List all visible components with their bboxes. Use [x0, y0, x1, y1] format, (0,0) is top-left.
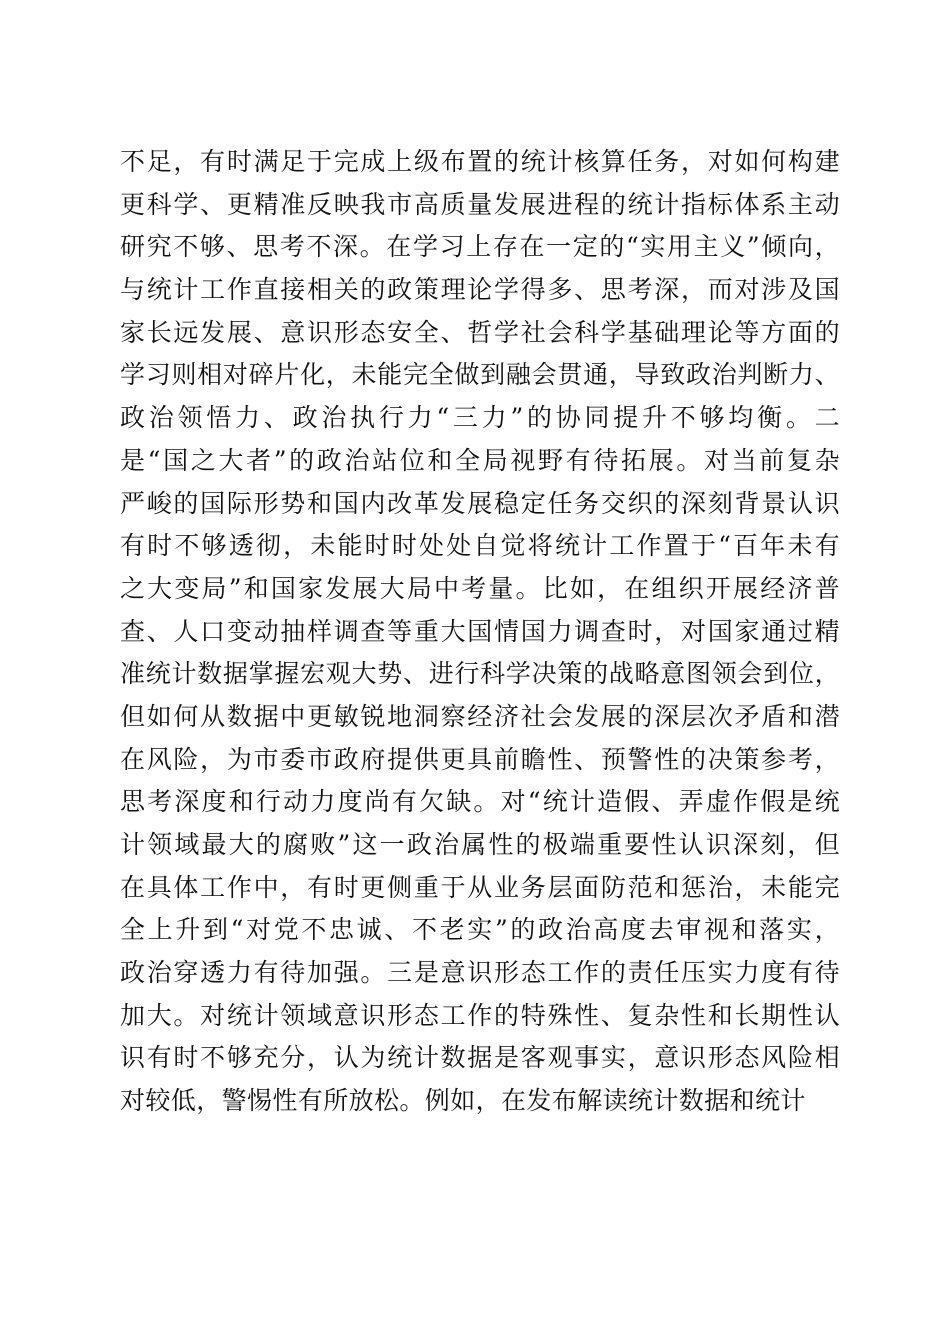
text-line: 之大变局”和国家发展大局中考量。比如，在组织开展经济普	[120, 573, 840, 603]
text-line: 学习则相对碎片化，未能完全做到融会贯通，导致政治判断力、	[120, 360, 840, 390]
text-line: 在风险，为市委市政府提供更具前瞻性、预警性的决策参考，	[120, 744, 840, 774]
text-line: 准统计数据掌握宏观大势、进行科学决策的战略意图领会到位，	[120, 659, 840, 689]
text-line: 在具体工作中，有时更侧重于从业务层面防范和惩治，未能完	[120, 872, 840, 902]
text-line: 识有时不够充分，认为统计数据是客观事实，意识形态风险相	[120, 1043, 840, 1073]
text-line: 政治领悟力、政治执行力“三力”的协同提升不够均衡。二	[120, 403, 840, 433]
text-line: 思考深度和行动力度尚有欠缺。对“统计造假、弄虚作假是统	[120, 787, 840, 817]
text-line: 不足，有时满足于完成上级布置的统计核算任务，对如何构建	[120, 147, 840, 176]
text-line: 更科学、更精准反映我市高质量发展进程的统计指标体系主动	[120, 189, 840, 219]
text-line: 家长远发展、意识形态安全、哲学社会科学基础理论等方面的	[120, 317, 840, 347]
text-line: 对较低，警惕性有所放松。例如，在发布解读统计数据和统计	[120, 1086, 806, 1116]
text-line: 政治穿透力有待加强。三是意识形态工作的责任压实力度有待	[120, 958, 840, 988]
text-line: 但如何从数据中更敏锐地洞察经济社会发展的深层次矛盾和潜	[120, 701, 840, 731]
text-line: 与统计工作直接相关的政策理论学得多、思考深，而对涉及国	[120, 275, 840, 305]
text-line: 全上升到“对党不忠诚、不老实”的政治高度去审视和落实，	[120, 915, 840, 945]
text-line: 是“国之大者”的政治站位和全局视野有待拓展。对当前复杂	[120, 445, 840, 475]
text-line: 研究不够、思考不深。在学习上存在一定的“实用主义”倾向，	[120, 232, 840, 262]
text-line: 查、人口变动抽样调查等重大国情国力调查时，对国家通过精	[120, 616, 840, 646]
body-text	[120, 141, 840, 1123]
text-line: 加大。对统计领域意识形态工作的特殊性、复杂性和长期性认	[120, 1000, 840, 1030]
text-line: 计领域最大的腐败”这一政治属性的极端重要性认识深刻，但	[120, 830, 840, 859]
text-line: 严峻的国际形势和国内改革发展稳定任务交织的深刻背景认识	[120, 488, 840, 518]
text-line: 有时不够透彻，未能时时处处自觉将统计工作置于“百年未有	[120, 531, 840, 561]
